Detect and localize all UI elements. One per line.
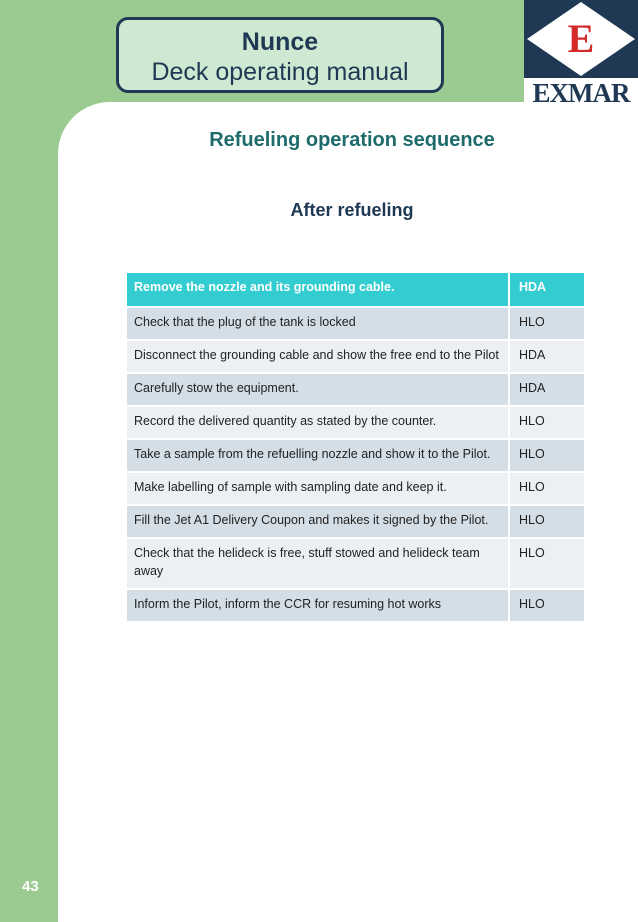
task-cell: Inform the Pilot, inform the CCR for resuming hot works: [126, 589, 509, 622]
table-row: [126, 538, 585, 589]
header-box: [116, 17, 444, 93]
table-row: [126, 472, 585, 505]
section-subtitle: After refueling: [290, 200, 414, 220]
role-cell: HDA: [509, 272, 585, 307]
table-row: [126, 340, 585, 373]
role-cell: HLO: [509, 538, 585, 589]
logo-name: EXMAR: [532, 78, 630, 108]
role-cell: HLO: [509, 307, 585, 340]
task-cell: Disconnect the grounding cable and show the free end to the Pilot: [126, 340, 509, 373]
role-cell: HLO: [509, 406, 585, 439]
task-cell: Make labelling of sample with sampling date and keep it.: [126, 472, 509, 505]
section-title: Refueling operation sequence: [209, 129, 495, 151]
task-cell: Check that the helideck is free, stuff stowed and helideck team away: [126, 538, 509, 589]
table-row: [126, 406, 585, 439]
table-row: [126, 589, 585, 622]
table-row: [126, 373, 585, 406]
logo-letter: E: [567, 16, 595, 61]
document-title: Nunce: [241, 28, 319, 56]
task-cell: Check that the plug of the tank is locked: [126, 307, 509, 340]
exmar-logo: [524, 0, 638, 107]
role-cell: HLO: [509, 472, 585, 505]
role-cell: HDA: [509, 373, 585, 406]
role-cell: HLO: [509, 505, 585, 538]
role-cell: HLO: [509, 439, 585, 472]
document-subtitle: Deck operating manual: [151, 58, 409, 86]
task-cell: Remove the nozzle and its grounding cable.: [126, 272, 509, 307]
task-cell: Take a sample from the refuelling nozzle and show it to the Pilot.: [126, 439, 509, 472]
task-cell: Record the delivered quantity as stated by the counter.: [126, 406, 509, 439]
procedure-table: [125, 271, 586, 623]
page-number: 43: [22, 878, 39, 895]
task-cell: Carefully stow the equipment.: [126, 373, 509, 406]
role-cell: HDA: [509, 340, 585, 373]
table-row: [126, 439, 585, 472]
table-row: [126, 505, 585, 538]
task-cell: Fill the Jet A1 Delivery Coupon and makes it signed by the Pilot.: [126, 505, 509, 538]
table-row: [126, 272, 585, 307]
table-row: [126, 307, 585, 340]
role-cell: HLO: [509, 589, 585, 622]
